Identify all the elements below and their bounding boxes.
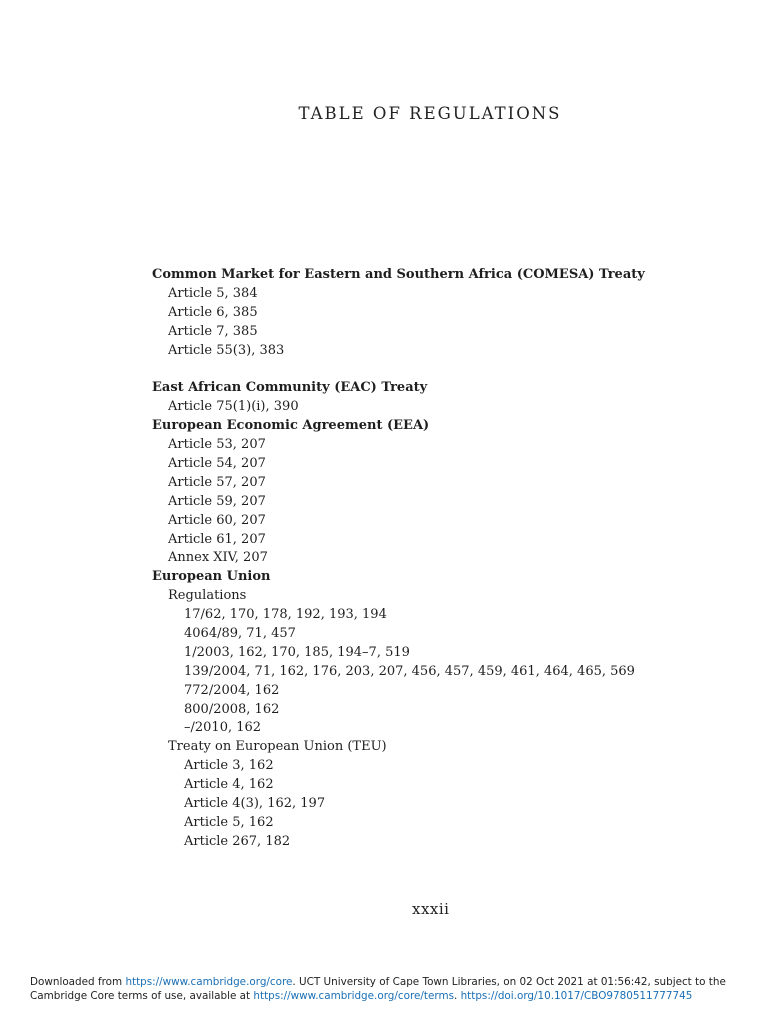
footer-text: . UCT University of Cape Town Libraries, on 02 Oct 2021 at 01:56:42, subject to the (292, 976, 726, 988)
index-entry: Article 5, 384 (168, 285, 258, 301)
index-entry: Article 5, 162 (184, 814, 274, 830)
section-heading: European Economic Agreement (EEA) (152, 418, 430, 434)
index-entry: Article 7, 385 (168, 323, 258, 339)
cambridge-core-link[interactable]: https://www.cambridge.org/core (125, 976, 293, 988)
page-number: xxxii (412, 900, 450, 918)
index-entry: Article 61, 207 (168, 531, 266, 547)
terms-link[interactable]: https://www.cambridge.org/core/terms (253, 989, 454, 1002)
footer-text: . (453, 989, 461, 1002)
section-spacer (152, 360, 712, 379)
section-heading: European Union (152, 569, 271, 585)
index-entry: 4064/89, 71, 457 (184, 626, 296, 642)
index-entry: Article 53, 207 (168, 437, 266, 453)
index-entry: Article 267, 182 (184, 833, 291, 849)
index-entry: 800/2008, 162 (184, 701, 280, 717)
index-entry: Article 54, 207 (168, 456, 266, 472)
index-entry: Article 4, 162 (184, 777, 274, 793)
section-heading: Common Market for Eastern and Southern Africa (COMESA) Treaty (152, 267, 645, 282)
index-entry: 1/2003, 162, 170, 185, 194–7, 519 (184, 644, 410, 660)
index-entry: –/2010, 162 (184, 720, 262, 736)
footer-text: Cambridge Core terms of use, available at (30, 989, 254, 1002)
page-title: TABLE OF REGULATIONS (298, 104, 562, 123)
subsection-heading: Treaty on European Union (TEU) (168, 739, 387, 755)
index-entry: Article 75(1)(i), 390 (168, 399, 299, 415)
subsection-heading: Regulations (168, 588, 247, 604)
regulations-index (152, 266, 712, 852)
index-entry: Article 57, 207 (168, 474, 266, 490)
index-entry: Annex XIV, 207 (168, 550, 268, 566)
index-entry: Article 59, 207 (168, 493, 266, 509)
index-entry: 17/62, 170, 178, 192, 193, 194 (184, 607, 387, 623)
index-entry: Article 6, 385 (168, 304, 258, 320)
download-footer (30, 976, 750, 1003)
index-entry: 139/2004, 71, 162, 176, 203, 207, 456, 457, 459, 461, 464, 465, 569 (184, 663, 635, 679)
index-entry: 772/2004, 162 (184, 682, 280, 698)
index-entry: Article 3, 162 (184, 758, 274, 774)
section-heading: East African Community (EAC) Treaty (152, 380, 428, 396)
index-entry: Article 4(3), 162, 197 (184, 796, 326, 812)
doi-link[interactable]: https://doi.org/10.1017/CBO9780511777745 (460, 989, 693, 1002)
index-entry: Article 55(3), 383 (168, 342, 285, 358)
index-entry: Article 60, 207 (168, 512, 266, 528)
footer-text: Downloaded from (30, 976, 126, 988)
